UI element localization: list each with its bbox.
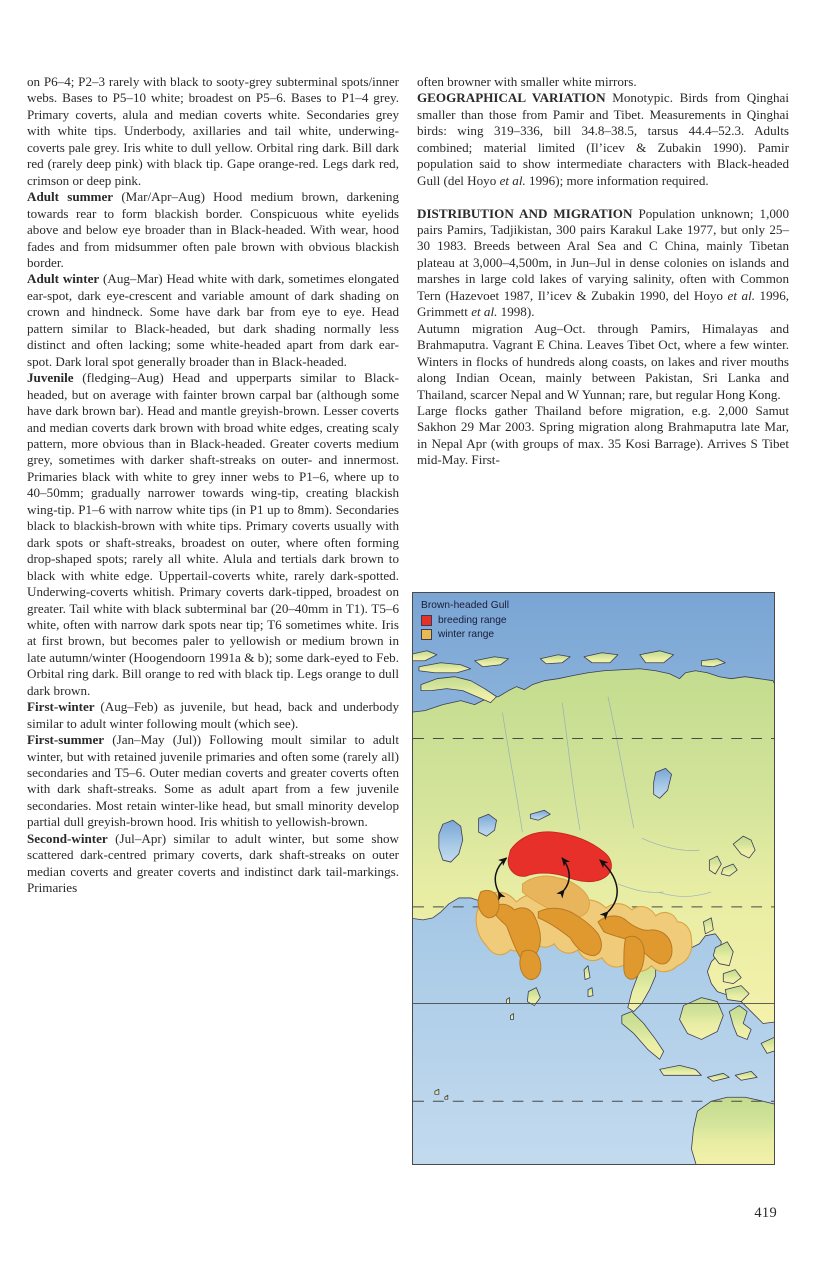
paragraph-lead: Second-winter <box>27 830 108 846</box>
paragraph-text: (Jan–May (Jul)) Following moult similar to adult winter, but with retained juvenile primaries and often some (rarely all) secondaries and T5–6. Outer median coverts and greater coverts often with dark shaft-streaks. Some as adult apart from a few juvenile secondaries. Most retain winter-like head, but small minority develop partial dull greyish-brown hood. Iris whitish to yellowish-brown. <box>27 732 399 830</box>
paragraph-text-tail: 1996, Grimmett <box>417 287 790 320</box>
paragraph-text: (Mar/Apr–Aug) Hood medium brown, darkening towards rear to form blackish border. Conspicuous white eyelids above and below eye broader than in Black-headed. With wear, hood fades and from midsummer often pale brown with obvious blackish border. <box>27 189 399 270</box>
paragraph-spacer <box>417 189 789 205</box>
paragraph <box>27 732 399 831</box>
legend-item-breeding <box>421 614 509 627</box>
map-graphic <box>413 593 774 1164</box>
paragraph-text: Monotypic. Birds from Qinghai smaller than those from Pamir and Tibet. Measurements in Qinghai birds: wing 319–336, bill 34.8–38.5, tarsus 44.4–52.3. Adults combined; material limited (Il’icev & Zubakin 1990). Pamir population said to show intermediate characters with Black-headed Gull (del Hoyo <box>417 90 789 188</box>
paragraph <box>27 74 399 189</box>
section-geographical-variation <box>417 90 789 189</box>
paragraph-text: (Aug–Mar) Head white with dark, sometimes elongated ear-spot, dark eye-crescent and variable amount of dark shading on crown and hindneck. Some have dark bar from eye to eye. Head pattern similar to Black-headed, but dark shading normally less distinct and often lacking; some white-headed apart from dark ear-spot. Dark loral spot generally broader than in Black-headed. <box>27 271 400 369</box>
paragraph-lead: Adult winter <box>27 271 100 287</box>
paragraph-text: (Jul–Apr) similar to adult winter, but some show scattered dark-centred primary coverts, dark shaft-streaks on outer median coverts and greater coverts and indistinct dark tail-markings. Primaries <box>27 830 399 896</box>
legend-item-winter <box>421 628 509 641</box>
paragraph-lead: First-summer <box>27 732 105 748</box>
paragraph <box>27 189 399 271</box>
citation-et-al-2: et al. <box>471 304 498 320</box>
map-legend <box>421 599 509 641</box>
paragraph <box>417 321 789 403</box>
paragraph-lead: First-winter <box>27 699 95 715</box>
paragraph-text: (Aug–Feb) as juvenile, but head, back and underbody similar to adult winter following moult (which see). <box>27 699 399 731</box>
paragraph <box>27 370 399 699</box>
paragraph <box>27 699 399 732</box>
paragraph <box>417 403 789 469</box>
paragraph-text: often browner with smaller white mirrors. <box>417 74 637 89</box>
text-column-left <box>27 74 399 897</box>
paragraph <box>417 74 789 90</box>
legend-label-winter: winter range <box>438 629 495 641</box>
land-nicobar <box>588 988 593 997</box>
citation-et-al: et al. <box>727 287 755 303</box>
distribution-map <box>412 592 775 1165</box>
paragraph-text: on P6–4; P2–3 rarely with black to sooty-grey subterminal spots/inner webs. Bases to P5–10 white; broadest on P5–6. Bases to P1–4 grey. Primary coverts, alula and median coverts white. Secondaries grey with white tips. Underbody, axillaries and tail white, underwing-coverts pale grey. Iris white to dull yellow. Orbital ring dark. Bill dark red (rarely deep pink) with black tip. Gape orange-red. Legs dark red, crimson or deep pink. <box>27 74 399 188</box>
paragraph <box>27 271 399 370</box>
section-distribution-and-migration <box>417 206 789 321</box>
land-australia <box>691 1097 774 1164</box>
legend-swatch-winter-icon <box>421 629 432 640</box>
text-column-right <box>417 74 789 469</box>
citation-et-al: et al. <box>499 172 526 188</box>
paragraph-text-tail: 1996); more information required. <box>525 172 709 188</box>
section-heading: DISTRIBUTION AND MIGRATION <box>417 205 633 221</box>
paragraph-text: Large flocks gather Thailand before migration, e.g. 2,000 Samut Sakhon 29 Mar 2003. Spring migration along Brahmaputra late Mar, in Nepal Apr (with groups of max. 35 Kosi Barrage). Arrives S Tibet mid-May. First- <box>417 403 789 468</box>
legend-title: Brown-headed Gull <box>421 600 510 611</box>
paragraph-lead: Adult summer <box>27 189 114 205</box>
paragraph <box>27 831 399 897</box>
paragraph-text-tail-2: 1998). <box>497 304 535 320</box>
paragraph-text: Population unknown; 1,000 pairs Pamirs, Tadjikistan, 300 pairs Karakul Lake 1977, but only 25–30 1983. Breeds between Aral Sea and C China, mainly Tibetan plateau at 3,000–4,500m, in Jun–Jul in dense colonies on islands and marshes in large cold lakes of varying salinity, often with Common Tern (Hazevoet 1987, Il’icev & Zubakin 1990, del Hoyo <box>417 205 789 303</box>
legend-label-breeding: breeding range <box>438 615 507 627</box>
paragraph-text: (fledging–Aug) Head and upperparts similar to Black-headed, but on average with fainter brown carpal bar (although some have dark brown bar). Head and mantle greyish-brown. Lesser coverts and median coverts dark brown with broad white edges, creating scaly pattern, more obvious than in Black-headed. Greater coverts medium grey, sometimes with darker shaft-streaks on outer- and innermost. Primaries black with white to grey inner webs to P1–6, where up to 40–50mm; gradually narrower towards wing-tip, creating blackish wing-tip. P1–6 with narrow white tips (in P1 up to 8mm). Secondaries black to blackish-brown with white tips. Primary coverts usually with dark spots or shaft-streaks, broadest on outer, where often forming drop-shaped spots; rarely all white. Alula and tertials dark brown to black with white edge. Uppertail-coverts white, rarely dark-spotted. Underwing-coverts whitish. Primary coverts dark-tipped, broadest on greater. Tail white with black subterminal bar (20–40mm in T1). T5–6 white, often with narrow dark spots near tip; T6 sometimes white. Iris at first brown, but becomes paler to yellowish or medium brown in late autumn/winter (Hoogendoorn 1991a & b); some dark-eyed to Feb. Orbital ring dark. Bill orange to red with black tip. Legs orange to dull dark brown. <box>27 370 399 698</box>
page-number: 419 <box>754 1205 777 1221</box>
legend-swatch-breeding-icon <box>421 615 432 626</box>
paragraph-text: Autumn migration Aug–Oct. through Pamirs, Himalayas and Brahmaputra. Vagrant E China. Leaves Tibet Oct, where a few winter. Winters in flocks of hundreds along coasts, on lakes and river mouths along Indian Ocean, mainly between Pakistan, Sri Lanka and Thailand, scarcer Nepal and W Yunnan; rare, but regular Hong Kong. <box>417 320 789 402</box>
paragraph-lead: Juvenile <box>27 370 74 386</box>
section-heading: GEOGRAPHICAL VARIATION <box>417 90 606 106</box>
